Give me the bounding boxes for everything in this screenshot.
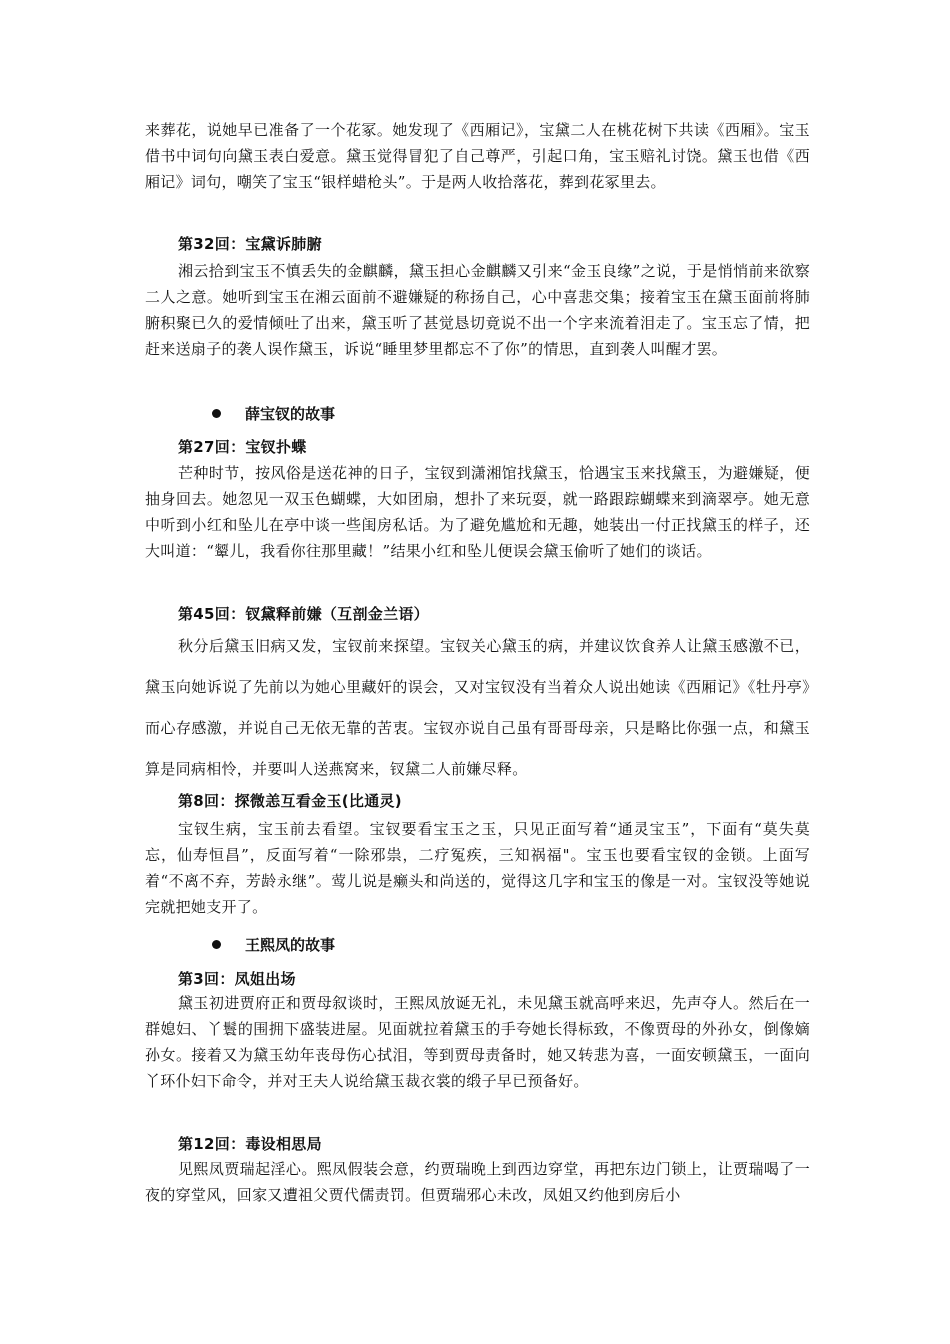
section-baochai — [212, 403, 335, 425]
bullet-icon — [212, 409, 221, 418]
chapter-32-heading: 第32回：宝黛诉肺腑 — [178, 235, 322, 253]
paragraph-text: 黛玉初进贾府正和贾母叙谈时，王熙凤放诞无礼，未见黛玉就高呼来迟，先声夺人。然后在一群媳妇、丫鬟的围拥下盛装进屋。见面就拉着黛玉的手夸她长得标致，不像贾母的外孙女，倒像嫡孙女。接着又为黛玉幼年丧母伤心拭泪，等到贾母责备时，她又转悲为喜，一面安顿黛玉，一面向丫环仆妇下命令，并对王夫人说给黛玉裁衣裳的缎子早已预备好。 — [145, 994, 810, 1090]
section-title: 王熙凤的故事 — [245, 936, 336, 954]
paragraph-text: 秋分后黛玉旧病又发，宝钗前来探望。宝钗关心黛玉的病，并建议饮食养人让黛玉感激不已，黛玉向她诉说了先前以为她心里藏奸的误会，又对宝钗没有当着众人说出她读《西厢记》《牡丹亭》而心存感激，并说自己无依无靠的苦衷。宝钗亦说自己虽有哥哥母亲，只是略比你强一点，和黛玉算是同病相怜，并要叫人送燕窝来，钗黛二人前嫌尽释。 — [145, 637, 810, 778]
paragraph-text: 湘云拾到宝玉不慎丢失的金麒麟，黛玉担心金麒麟又引来“金玉良缘”之说，于是悄悄前来欲察二人之意。她听到宝玉在湘云面前不避嫌疑的称扬自己，心中喜悲交集；接着宝玉在黛玉面前将肺腑积聚已久的爱情倾吐了出来，黛玉听了甚觉恳切竟说不出一个字来流着泪走了。宝玉忘了情，把赶来送扇子的袭人误作黛玉，诉说“睡里梦里都忘不了你”的情思，直到袭人叫醒才罢。 — [145, 262, 810, 358]
section-xifeng — [212, 934, 335, 956]
chapter-27-heading: 第27回：宝钗扑蝶 — [178, 438, 307, 456]
paragraph-chapter-32 — [145, 258, 810, 362]
chapter-8-heading: 第8回：探微恙互看金玉(比通灵) — [178, 792, 402, 810]
paragraph-text: 见熙凤贾瑞起淫心。熙凤假装会意，约贾瑞晚上到西边穿堂，再把东边门锁上，让贾瑞喝了一夜的穿堂风，回家又遭祖父贾代儒责罚。但贾瑞邪心未改，凤姐又约他到房后小 — [145, 1160, 810, 1204]
paragraph-chapter-12 — [145, 1156, 810, 1208]
section-title: 薛宝钗的故事 — [245, 405, 336, 423]
chapter-12-heading: 第12回：毒设相思局 — [178, 1135, 322, 1153]
paragraph-chapter-45 — [145, 626, 810, 790]
paragraph-chapter-8 — [145, 816, 810, 920]
paragraph-chapter-27 — [145, 460, 810, 564]
paragraph-text: 来葬花，说她早已准备了一个花冢。她发现了《西厢记》，宝黛二人在桃花树下共读《西厢》。宝玉借书中词句向黛玉表白爱意。黛玉觉得冒犯了自己尊严，引起口角，宝玉赔礼讨饶。黛玉也借《西厢记》词句，嘲笑了宝玉“银样蜡枪头”。于是两人收拾落花，葬到花冢里去。 — [145, 121, 810, 191]
paragraph-text: 宝钗生病，宝玉前去看望。宝钗要看宝玉之玉，只见正面写着“通灵宝玉”，下面有“莫失莫忘，仙寿恒昌”，反面写着“一除邪祟，二疗冤疾，三知祸福"。宝玉也要看宝钗的金锁。上面写着“不离不弃，芳龄永继”。莺儿说是癞头和尚送的，觉得这几字和宝玉的像是一对。宝钗没等她说完就把她支开了。 — [145, 820, 810, 916]
chapter-3-heading: 第3回：凤姐出场 — [178, 970, 296, 988]
paragraph-intro — [145, 117, 810, 195]
paragraph-chapter-3 — [145, 990, 810, 1094]
chapter-45-heading: 第45回：钗黛释前嫌（互剖金兰语） — [178, 605, 429, 623]
bullet-icon — [212, 940, 221, 949]
paragraph-text: 芒种时节，按风俗是送花神的日子，宝钗到潇湘馆找黛玉，恰遇宝玉来找黛玉，为避嫌疑，便抽身回去。她忽见一双玉色蝴蝶，大如团扇，想扑了来玩耍，就一路跟踪蝴蝶来到滴翠亭。她无意中听到小红和坠儿在亭中谈一些闺房私话。为了避免尴尬和无趣，她装出一付正找黛玉的样子，还大叫道：“颦儿，我看你往那里藏！”结果小红和坠儿便误会黛玉偷听了她们的谈话。 — [145, 464, 810, 560]
